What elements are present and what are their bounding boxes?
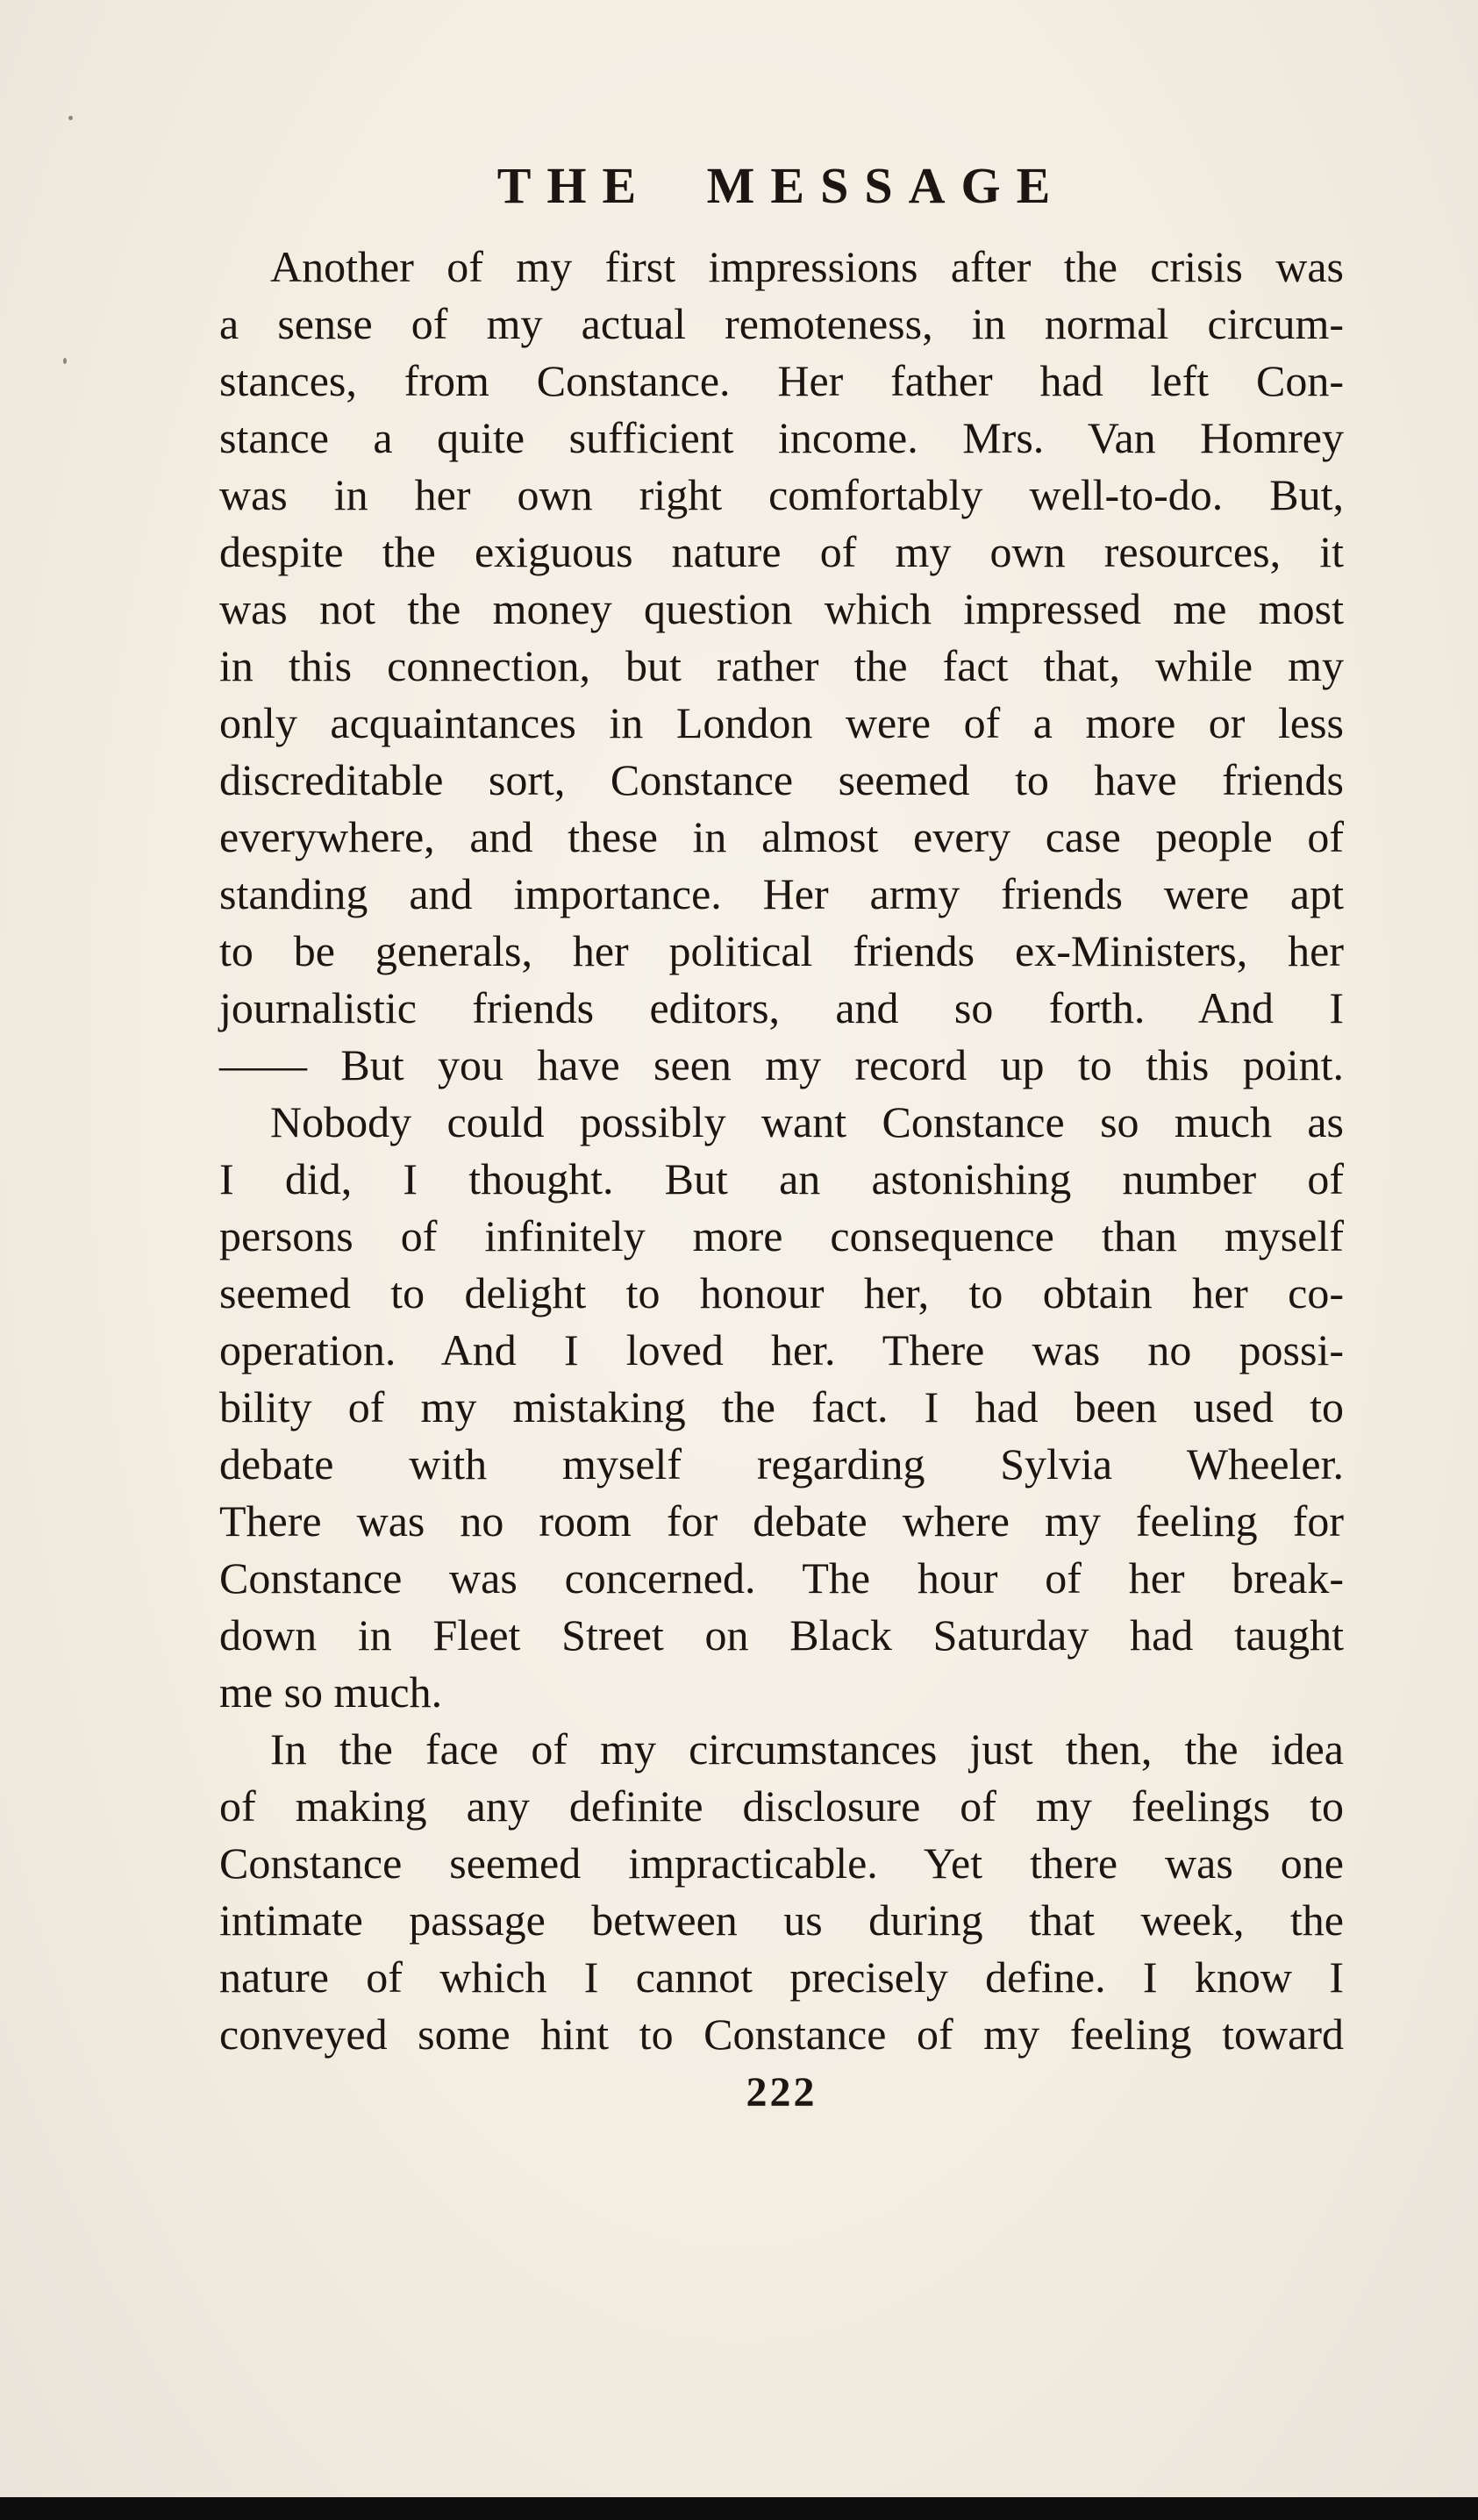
text-block bbox=[219, 239, 1344, 2063]
text-line: seemed to delight to honour her, to obtain her co- bbox=[219, 1268, 1344, 1317]
text-line: only acquaintances in London were of a more or less bbox=[219, 698, 1344, 747]
text-line: There was no room for debate where my feeling for bbox=[219, 1496, 1344, 1546]
text-line: —— But you have seen my record up to this point. bbox=[219, 1040, 1344, 1089]
text-line: down in Fleet Street on Black Saturday had taught bbox=[219, 1610, 1344, 1660]
text-line: I did, I thought. But an astonishing number of bbox=[219, 1154, 1344, 1203]
paragraph-2 bbox=[219, 1094, 1344, 1721]
text-line: bility of my mistaking the fact. I had been used to bbox=[219, 1382, 1344, 1431]
text-line: despite the exiguous nature of my own resources, it bbox=[219, 527, 1344, 576]
text-line: me so much. bbox=[219, 1667, 443, 1717]
text-line: In the face of my circumstances just then, the idea bbox=[270, 1724, 1344, 1774]
text-line: standing and importance. Her army friends were apt bbox=[219, 869, 1344, 918]
text-line: was in her own right comfortably well-to-do. But, bbox=[219, 470, 1344, 519]
text-line: debate with myself regarding Sylvia Wheeler. bbox=[219, 1439, 1344, 1488]
text-line: stances, from Constance. Her father had left Con- bbox=[219, 356, 1344, 405]
scan-speck bbox=[63, 358, 67, 364]
scan-edge-bar bbox=[0, 2497, 1478, 2520]
text-line: intimate passage between us during that week, the bbox=[219, 1895, 1344, 1945]
text-line: was not the money question which impressed me most bbox=[219, 584, 1344, 633]
text-line: of making any definite disclosure of my feelings to bbox=[219, 1781, 1344, 1831]
text-line: stance a quite sufficient income. Mrs. Van Homrey bbox=[219, 413, 1344, 462]
text-line: discreditable sort, Constance seemed to have friends bbox=[219, 755, 1344, 804]
page-title: THE MESSAGE bbox=[496, 157, 1067, 214]
text-line: nature of which I cannot precisely define. I know I bbox=[219, 1952, 1344, 2002]
text-line: Constance was concerned. The hour of her break- bbox=[219, 1553, 1344, 1603]
text-line: journalistic friends editors, and so forth. And I bbox=[219, 983, 1344, 1032]
text-line: Constance seemed impracticable. Yet there was one bbox=[219, 1838, 1344, 1888]
text-line: persons of infinitely more consequence than myself bbox=[219, 1211, 1344, 1260]
text-line: everywhere, and these in almost every case people of bbox=[219, 812, 1344, 861]
text-line: Nobody could possibly want Constance so much as bbox=[270, 1097, 1344, 1146]
text-line: to be generals, her political friends ex-Ministers, her bbox=[219, 926, 1344, 975]
text-line: in this connection, but rather the fact that, while my bbox=[219, 641, 1344, 690]
text-line: a sense of my actual remoteness, in normal circum- bbox=[219, 299, 1344, 348]
scan-speck bbox=[68, 116, 73, 120]
paragraph-3 bbox=[219, 1721, 1344, 2063]
paragraph-1 bbox=[219, 239, 1344, 1094]
page-number: 222 bbox=[746, 2069, 818, 2116]
text-line: Another of my first impressions after the crisis was bbox=[270, 242, 1344, 291]
text-line: operation. And I loved her. There was no possi- bbox=[219, 1325, 1344, 1374]
text-line: conveyed some hint to Constance of my feeling toward bbox=[219, 2010, 1344, 2059]
